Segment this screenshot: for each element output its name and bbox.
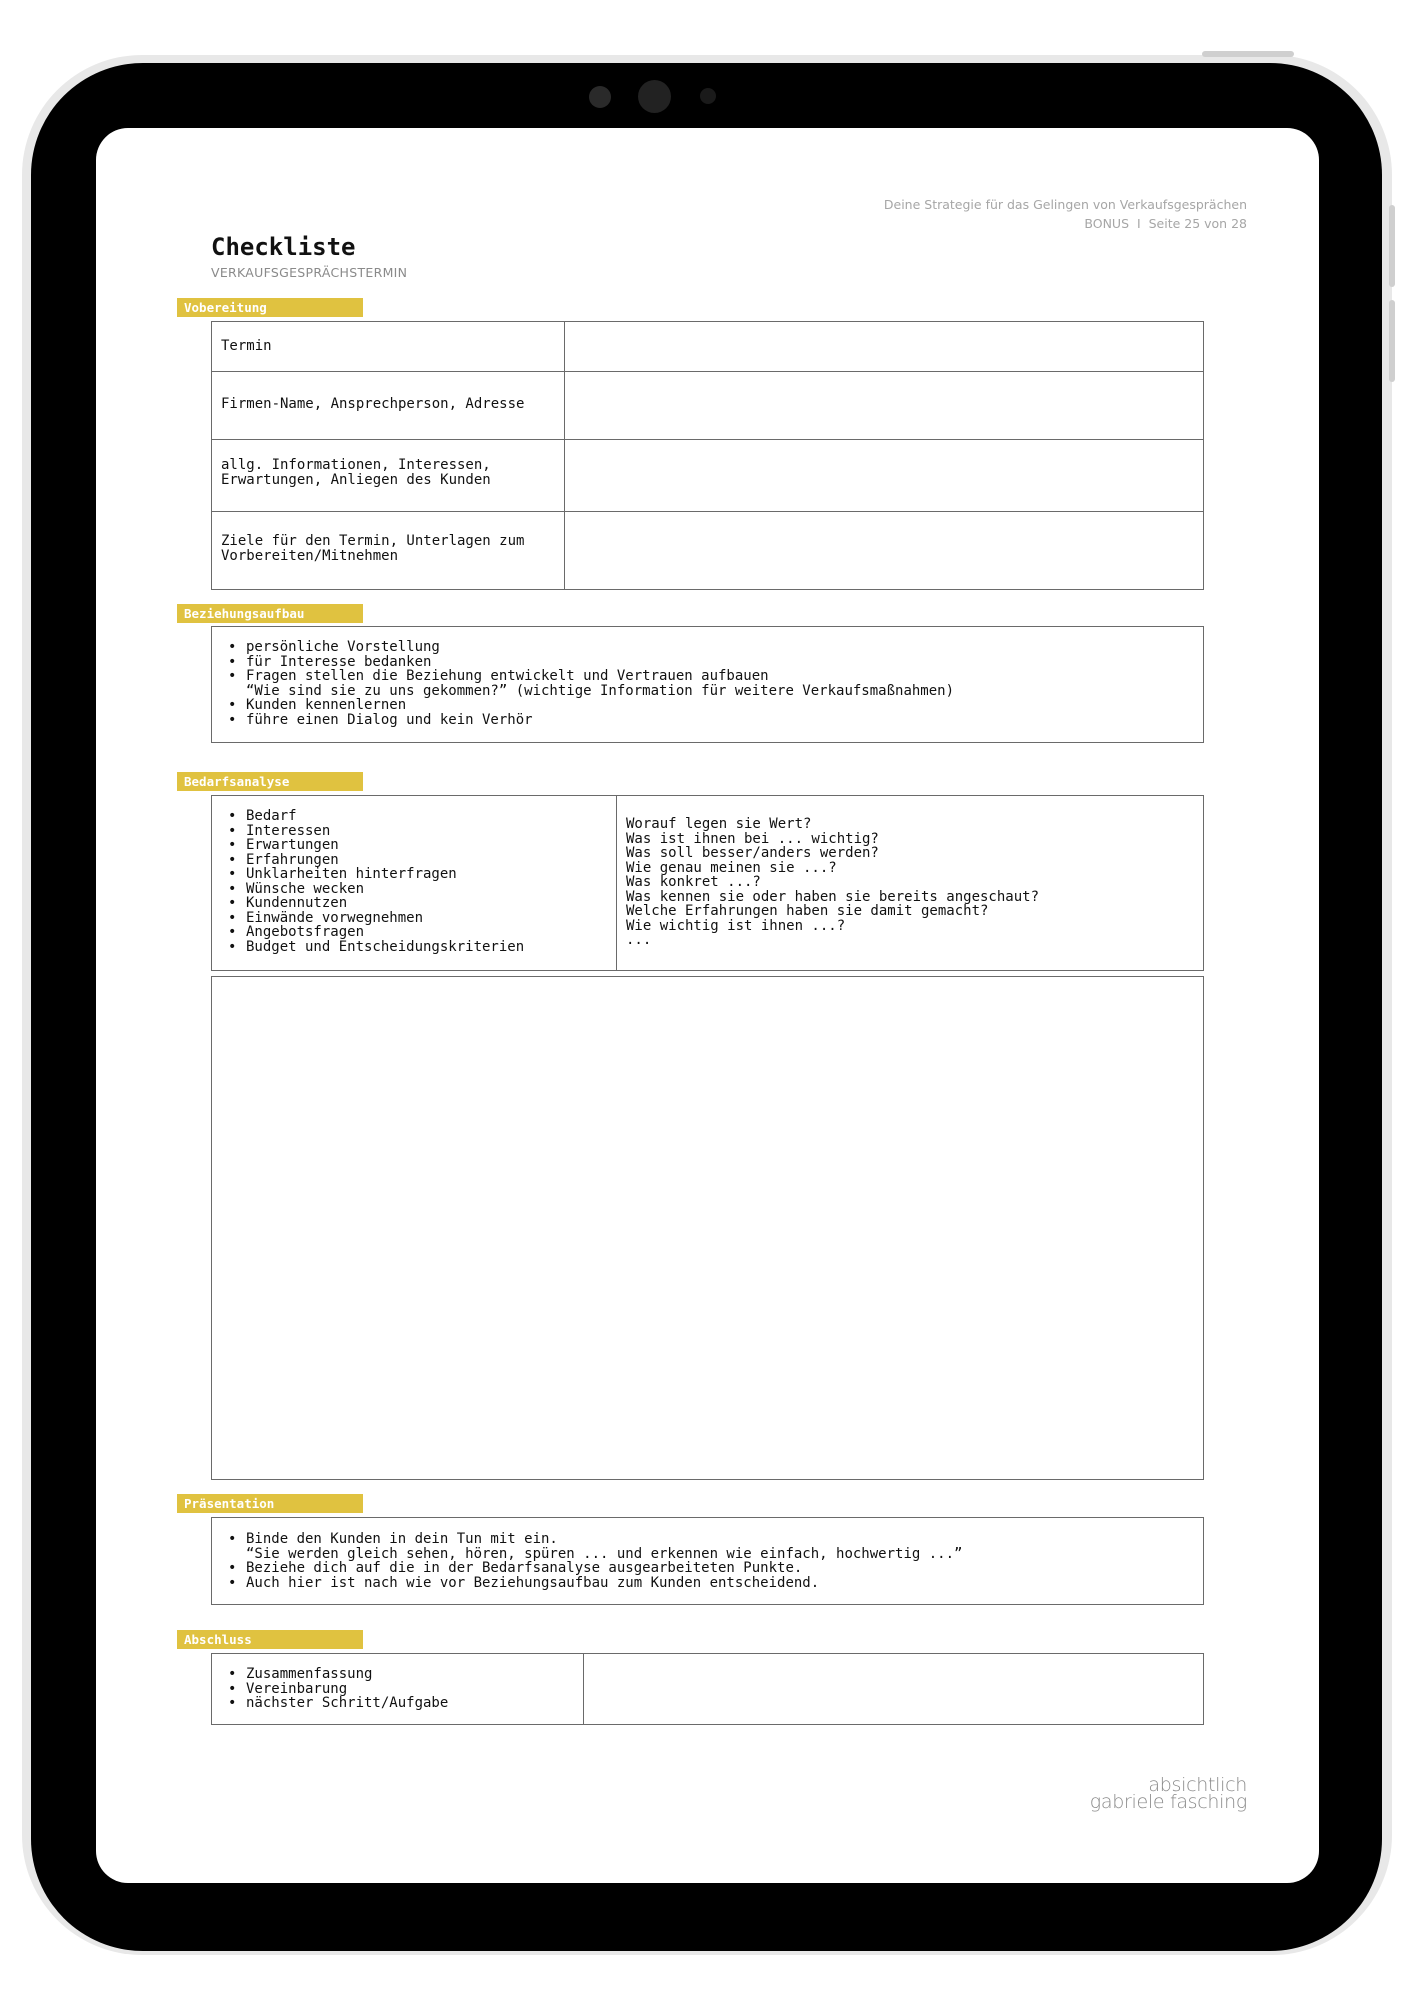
list-item-continuation: “Sie werden gleich sehen, hören, spüren ... und erkennen wie einfach, hochwertig ...” (246, 1545, 963, 1562)
question-item: ... (626, 932, 652, 948)
page-header (884, 195, 1247, 233)
list-item: • Budget und Entscheidungskriterien (246, 940, 612, 955)
vorbereitung-input-firma[interactable] (565, 372, 1203, 439)
list-item: • Erfahrungen (246, 853, 612, 868)
vorbereitung-row-label: allg. Informationen, Interessen, Erwartungen, Anliegen des Kunden (221, 457, 491, 488)
list-item: • Bedarf (246, 809, 612, 824)
list-item: • Interessen (246, 824, 612, 839)
vorbereitung-input-ziele[interactable] (565, 512, 1203, 589)
section-label-bedarfsanalyse: Bedarfsanalyse (177, 772, 363, 791)
list-item: • Zusammenfassung (246, 1667, 580, 1682)
list-item: • Beziehe dich auf die in der Bedarfsanalyse ausgearbeiteten Punkte. (246, 1561, 1203, 1576)
list-item: • Erwartungen (246, 838, 612, 853)
question-item: Was soll besser/anders werden? (626, 845, 879, 861)
question-item: Wie wichtig ist ihnen ...? (626, 917, 846, 934)
section-label-abschluss: Abschluss (177, 1630, 363, 1649)
beziehungsaufbau-box (211, 626, 1204, 743)
list-item: • Auch hier ist nach wie vor Beziehungsaufbau zum Kunden entscheidend. (246, 1576, 1203, 1591)
question-list (626, 817, 1039, 948)
document-page (96, 128, 1319, 1883)
tablet-volume-up-button (1389, 205, 1395, 287)
vorbereitung-row-label: Ziele für den Termin, Unterlagen zum Vorbereiten/Mitnehmen (221, 533, 525, 564)
camera-icon (638, 80, 671, 113)
logo-line-2: gabriele fasching (1089, 1791, 1247, 1813)
list-item: • Unklarheiten hinterfragen (246, 867, 612, 882)
question-item: Wie genau meinen sie ...? (626, 859, 837, 876)
list-item: • Fragen stellen die Beziehung entwickelt und Vertrauen aufbauen (246, 669, 1203, 684)
list-item: • für Interesse bedanken (246, 655, 1203, 670)
list-item: • Wünsche wecken (246, 882, 612, 897)
list-item: • nächster Schritt/Aufgabe (246, 1696, 580, 1711)
question-item: Welche Erfahrungen haben sie damit gemacht? (626, 903, 989, 919)
vorbereitung-row-label: Termin (221, 338, 272, 354)
camera-indicator-icon (700, 88, 716, 104)
document-title: Deine Strategie für das Gelingen von Verkaufsgesprächen (883, 197, 1247, 212)
logo-line-1: absichtlich (1148, 1774, 1247, 1796)
list-item: • Einwände vorwegnehmen (246, 911, 612, 926)
list-item: • Angebotsfragen (246, 925, 612, 940)
section-label-beziehungsaufbau: Beziehungsaufbau (177, 604, 363, 623)
tablet-volume-down-button (1389, 300, 1395, 382)
vorbereitung-table (211, 321, 1204, 590)
list-item: • Kundennutzen (246, 896, 612, 911)
tablet-top-button (1202, 51, 1294, 57)
question-item: Was ist ihnen bei ... wichtig? (626, 830, 879, 847)
vorbereitung-row-label: Firmen-Name, Ansprechperson, Adresse (221, 396, 525, 412)
sensor-icon (589, 86, 611, 108)
list-item: • führe einen Dialog und kein Verhör (246, 713, 1203, 728)
page-info: BONUS I Seite 25 von 28 (1084, 216, 1247, 231)
bedarfsanalyse-notes-area[interactable] (211, 976, 1204, 1480)
list-item: • Kunden kennenlernen (246, 698, 1203, 713)
bedarfsanalyse-table (211, 795, 1204, 971)
question-item: Was kennen sie oder haben sie bereits angeschaut? (626, 888, 1040, 905)
list-item: • Binde den Kunden in dein Tun mit ein. (246, 1532, 1203, 1547)
brand-logo (1089, 1774, 1247, 1813)
question-item: Worauf legen sie Wert? (626, 816, 812, 832)
question-item: Was konkret ...? (626, 874, 761, 890)
page-title: Checkliste (211, 233, 356, 261)
section-label-vorbereitung: Vobereitung (177, 298, 363, 317)
praesentation-box (211, 1517, 1204, 1605)
list-item: • persönliche Vorstellung (246, 640, 1203, 655)
section-label-praesentation: Präsentation (177, 1494, 363, 1513)
list-item-continuation: “Wie sind sie zu uns gekommen?” (wichtige Information für weitere Verkaufsmaßnahmen) (246, 682, 955, 699)
page-subtitle: VERKAUFSGESPRÄCHSTERMIN (211, 265, 408, 280)
list-item: • Vereinbarung (246, 1682, 580, 1697)
abschluss-notes-field[interactable] (584, 1654, 1203, 1724)
abschluss-table (211, 1653, 1204, 1725)
vorbereitung-input-informationen[interactable] (565, 440, 1203, 511)
vorbereitung-input-termin[interactable] (565, 322, 1203, 371)
